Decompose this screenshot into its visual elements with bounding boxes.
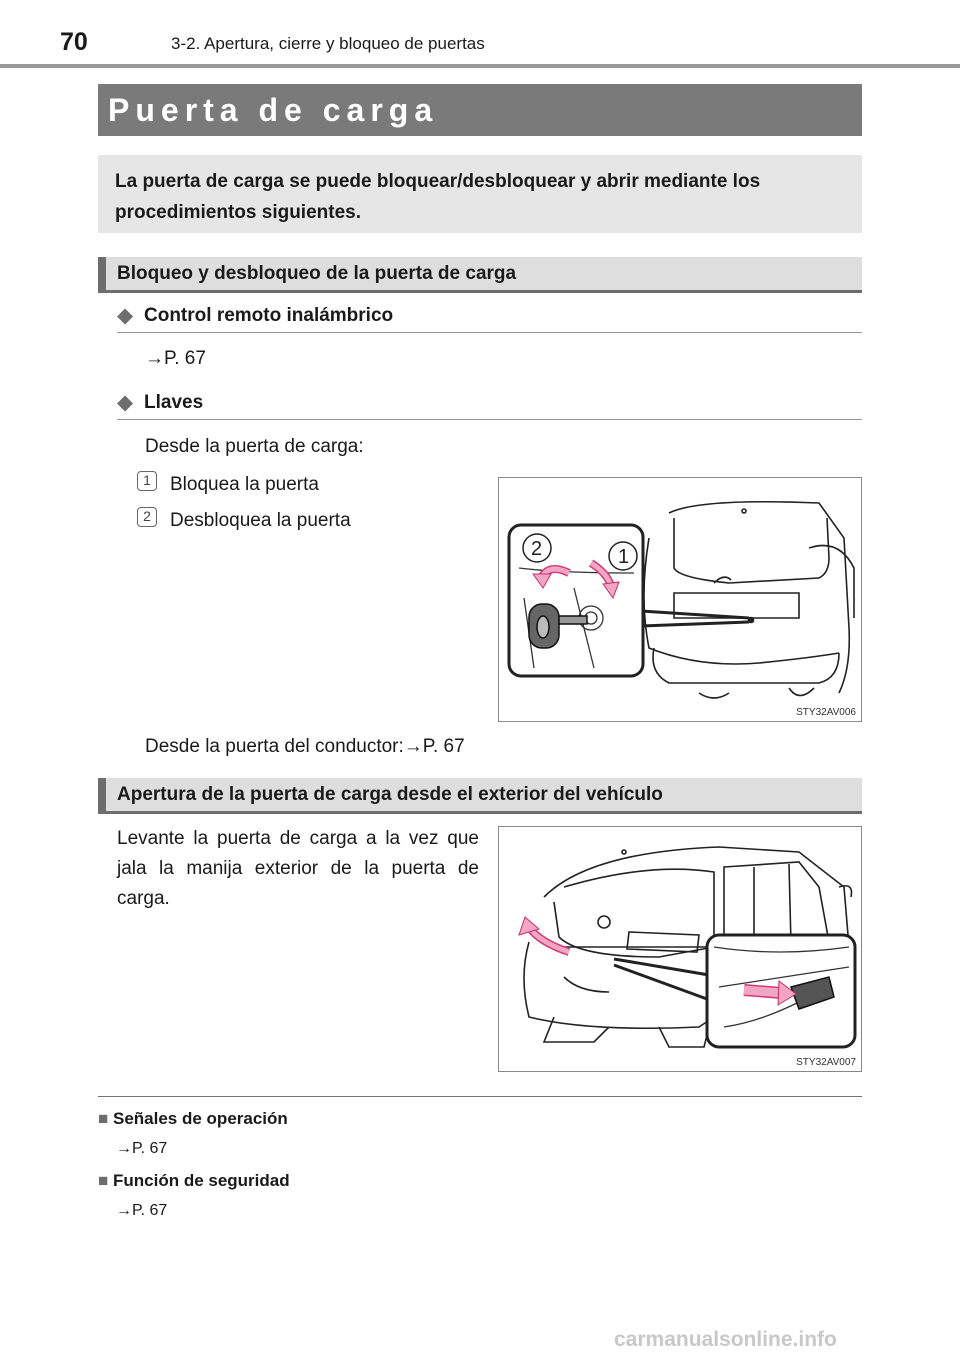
remote-ref-link[interactable]: →P. 67 xyxy=(145,348,206,369)
heading-remote xyxy=(117,302,862,333)
figure-code: STY32AV007 xyxy=(796,1057,856,1068)
intro-box xyxy=(98,155,862,233)
heading-remote-text: Control remoto inalámbrico xyxy=(144,305,394,326)
note-ref-link[interactable]: →P. 67 xyxy=(116,1140,168,1157)
note-ref-link[interactable]: →P. 67 xyxy=(116,1202,168,1219)
open-instructions: Levante la puerta de carga a la vez que jala la manija exterior de la puerta de carga. xyxy=(117,828,479,909)
step2-text: Desbloquea la puerta xyxy=(170,510,351,531)
subheading-lock-text: Bloqueo y desbloqueo de la puerta de carga xyxy=(117,263,517,284)
subheading-open-text: Apertura de la puerta de carga desde el exterior del vehículo xyxy=(117,784,663,805)
diamond-icon: ◆ xyxy=(117,304,134,327)
open-handle-illustration xyxy=(499,827,861,1071)
header-rule xyxy=(0,64,960,68)
figure-open-handle xyxy=(498,826,862,1072)
heading-keys-text: Llaves xyxy=(144,392,204,413)
key-lock-illustration xyxy=(499,478,861,721)
section-label: 3-2. Apertura, cierre y bloqueo de puertas xyxy=(171,34,485,53)
diamond-icon: ◆ xyxy=(117,391,134,414)
step2-badge: 2 xyxy=(137,507,157,527)
subheading-lock xyxy=(98,257,862,293)
watermark: carmanualsonline.info xyxy=(614,1328,837,1351)
from-driver-text: Desde la puerta del conductor:→P. 67 xyxy=(145,736,465,757)
note-heading: ■ Señales de operación xyxy=(98,1109,288,1128)
heading-keys xyxy=(117,389,862,420)
callout-1: 1 xyxy=(618,546,630,568)
figure-code: STY32AV006 xyxy=(796,707,856,718)
square-bullet-icon: ■ xyxy=(98,1109,113,1128)
step1-text: Bloquea la puerta xyxy=(170,474,319,495)
notes-rule xyxy=(98,1096,862,1097)
step1-badge: 1 xyxy=(137,471,157,491)
callout-2: 2 xyxy=(531,538,543,560)
intro-text: La puerta de carga se puede bloquear/desbloquear y abrir mediante los procedimientos siguientes. xyxy=(115,171,761,223)
page-title: Puerta de carga xyxy=(108,92,439,128)
note-heading: ■ Función de seguridad xyxy=(98,1171,290,1190)
square-bullet-icon: ■ xyxy=(98,1171,113,1190)
title-bar xyxy=(98,84,862,136)
from-cargo-text: Desde la puerta de carga: xyxy=(145,436,364,457)
subheading-open xyxy=(98,778,862,814)
page-number: 70 xyxy=(60,28,88,56)
figure-key-lock xyxy=(498,477,862,722)
